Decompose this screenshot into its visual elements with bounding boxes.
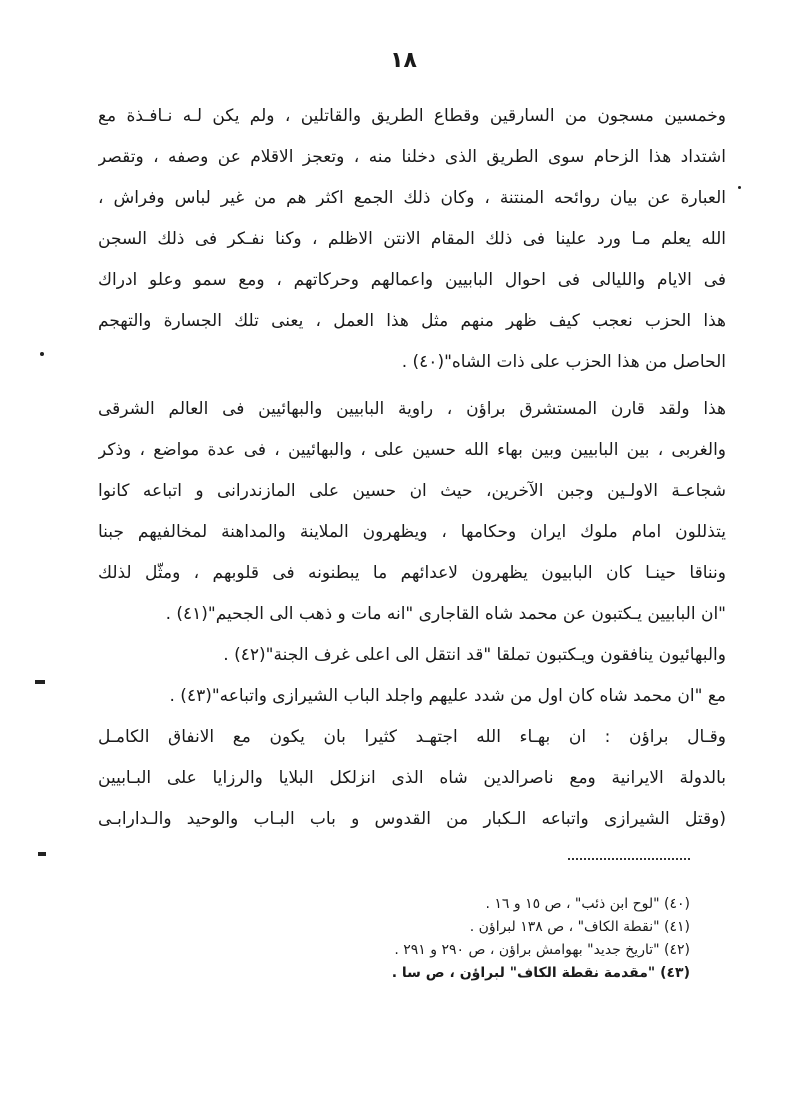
footnote-42: (٤٢) "تاريخ جديد" بهوامش براؤن ، ص ٢٩٠ و ٢٩١ . <box>394 942 690 958</box>
paragraph-5 <box>98 717 726 840</box>
text-line: مع "ان محمد شاه كان اول من شدد عليهم واجلد الباب الشيرازى واتباعه"(٤٣) . <box>169 686 726 706</box>
text-line: والغربى ، بين البابيين وبين بهاء الله حسين على ، والبهائيين ، فى عدة مواضع ، وذكر <box>98 440 726 460</box>
text-line: هذا ولقد قارن المستشرق براؤن ، راوية البابيين والبهائيين فى العالم الشرقى <box>98 399 726 419</box>
footnotes <box>270 893 690 985</box>
text-line: يتذللون امام ملوك ايران وحكامها ، ويظهرون الملاينة والمداهنة لمخالفيهم جبنا <box>98 522 726 542</box>
text-line: (وقتل الشيرازى واتباعه الـكبار من القدوس و باب البـاب والوحيد والـدارابـى <box>98 809 726 829</box>
text-line: اشتداد هذا الزحام سوى الطريق الذى دخلنا منه ، وتعجز الاقلام عن وصفه ، وتقصر <box>98 147 726 167</box>
text-line: ونناقا حينـا كان البابيون يظهرون لاعدائهم ما يبطنونه فى قلوبهم ، ومثّل لذلك <box>98 563 726 583</box>
page-number: ١٨ <box>390 48 417 73</box>
footnote-41: (٤١) "نقطة الكاف" ، ص ١٣٨ لبراؤن . <box>469 919 690 935</box>
footnote-43: (٤٣) "مقدمة نقطة الكاف" لبراؤن ، ص سا . <box>391 965 690 981</box>
margin-dash <box>38 852 46 856</box>
paragraph-1 <box>98 96 726 383</box>
paragraph-2 <box>98 389 726 635</box>
text-line: العبارة عن بيان روائحه المنتنة ، وكان ذلك الجمع اكثر هم من غير لباس وفراش ، <box>98 188 726 208</box>
text-line: بالدولة الايرانية ومع ناصرالدين شاه الذى انزلكل البلايا والرزايا على البـابيين <box>98 768 726 788</box>
text-line: وخمسين مسجون من السارقين وقطاع الطريق والقاتلين ، ولم يكن لـه نـافـذة مع <box>98 106 726 126</box>
footnote-40: (٤٠) "لوح ابن ذئب" ، ص ١٥ و ١٦ . <box>485 896 690 912</box>
paragraph-4 <box>98 676 726 717</box>
margin-dash <box>35 680 45 684</box>
paragraph-3 <box>98 635 726 676</box>
margin-speck <box>40 352 44 356</box>
text-line: "ان البابيين يـكتبون عن محمد شاه القاجارى "انه مات و ذهب الى الجحيم"(٤١) . <box>165 604 726 624</box>
margin-speck <box>738 186 741 189</box>
text-line: الله يعلم مـا ورد علينا فى ذلك المقام الانتن الاظلم ، وكنا نفـكر فى ذلك السجن <box>98 229 726 249</box>
text-line: شجاعـة الاولـين وجبن الآخرين، حيث ان حسين على المازندرانى و اتباعه كانوا <box>98 481 726 501</box>
text-line: الحاصل من هذا الحزب على ذات الشاه"(٤٠) . <box>401 352 726 372</box>
body-text <box>98 96 726 840</box>
text-line: فى الايام والليالى فى احوال البابيين واعمالهم وحركاتهم ، ومع سمو وعلو ادراك <box>98 270 726 290</box>
text-line: وقـال براؤن : ان بهـاء الله اجتهـد كثيرا بان يكون مع الانفاق الكامـل <box>98 727 726 747</box>
footnote-separator <box>568 858 690 860</box>
text-line: والبهائيون ينافقون ويـكتبون تملقا "قد انتقل الى اعلى غرف الجنة"(٤٢) . <box>223 645 726 665</box>
text-line: هذا الحزب نعجب كيف ظهر منهم مثل هذا العمل ، يعنى تلك الجسارة والتهجم <box>98 311 726 331</box>
